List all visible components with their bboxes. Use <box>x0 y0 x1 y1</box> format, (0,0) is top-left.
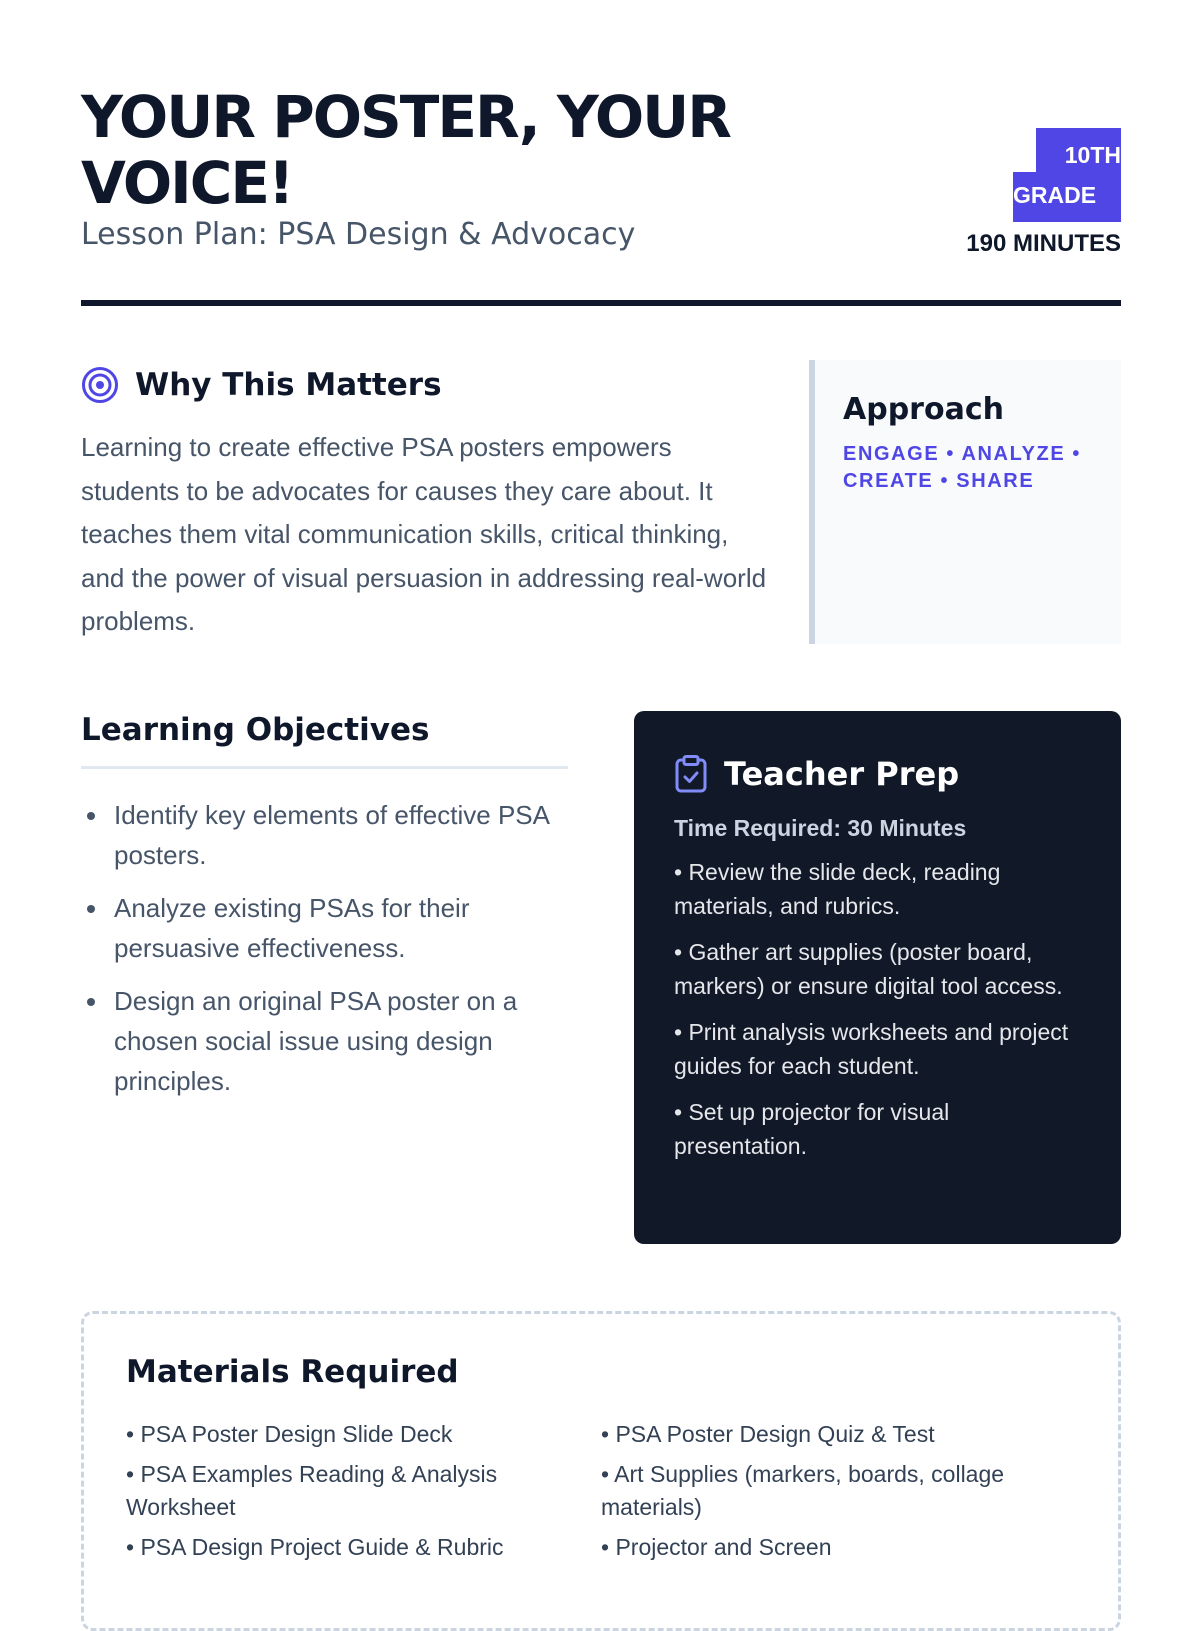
material-item: • PSA Design Project Guide & Rubric <box>126 1533 504 1560</box>
approach-steps: ENGAGE • ANALYZE • CREATE • SHARE <box>843 443 1082 492</box>
objective-item: Identify key elements of effective PSA posters. <box>81 795 568 875</box>
prep-time-required: Time Required: 30 Minutes <box>674 815 967 841</box>
materials-required-section <box>81 1311 1121 1631</box>
header <box>81 84 1121 304</box>
material-item: • Art Supplies (markers, boards, collage materials) <box>601 1460 1005 1520</box>
objective-item: Analyze existing PSAs for their persuasive effectiveness. <box>81 888 568 968</box>
clipboard-check-icon <box>674 755 708 793</box>
page-title: YOUR POSTER, YOUR VOICE! <box>81 83 730 217</box>
prep-list <box>674 856 1081 1163</box>
grade-badge <box>1013 128 1121 222</box>
material-item: • Projector and Screen <box>601 1533 832 1560</box>
teacher-prep-card <box>634 711 1121 1244</box>
why-this-matters-section <box>81 360 767 644</box>
objectives-list <box>81 795 568 1101</box>
duration-label: 190 MINUTES <box>966 230 1121 257</box>
materials-required-title: Materials Required <box>126 1354 459 1390</box>
lesson-plan-page <box>81 0 1121 1600</box>
approach-title: Approach <box>843 392 1004 427</box>
why-this-matters-text: Learning to create effective PSA posters empowers students to be advocates for causes they care about. It teaches them vital communication skills, critical thinking, and the power of visual persuasion in addressing real-world problems. <box>81 432 767 636</box>
page-subtitle: Lesson Plan: PSA Design & Advocacy <box>81 217 636 252</box>
objective-item: Design an original PSA poster on a chosen social issue using design principles. <box>81 981 568 1101</box>
materials-column-left <box>126 1418 601 1570</box>
prep-item: • Set up projector for visual presentation. <box>674 1099 950 1159</box>
approach-panel <box>809 360 1121 644</box>
grade-badge-line2: GRADE <box>1013 182 1097 208</box>
material-item: • PSA Poster Design Slide Deck <box>126 1421 453 1447</box>
why-this-matters-title: Why This Matters <box>135 367 442 403</box>
prep-item: • Print analysis worksheets and project guides for each student. <box>674 1019 1069 1079</box>
prep-item: • Gather art supplies (poster board, markers) or ensure digital tool access. <box>674 939 1063 999</box>
learning-objectives-title: Learning Objectives <box>81 712 568 769</box>
material-item: • PSA Poster Design Quiz & Test <box>601 1421 935 1447</box>
learning-objectives-section <box>81 712 568 1114</box>
material-item: • PSA Examples Reading & Analysis Worksheet <box>126 1460 498 1520</box>
teacher-prep-title: Teacher Prep <box>724 755 960 793</box>
header-divider <box>81 300 1121 306</box>
target-icon <box>81 366 119 404</box>
materials-column-right <box>601 1418 1076 1570</box>
prep-item: • Review the slide deck, reading materials, and rubrics. <box>674 859 1001 919</box>
grade-badge-line1: 10TH <box>1064 142 1121 168</box>
